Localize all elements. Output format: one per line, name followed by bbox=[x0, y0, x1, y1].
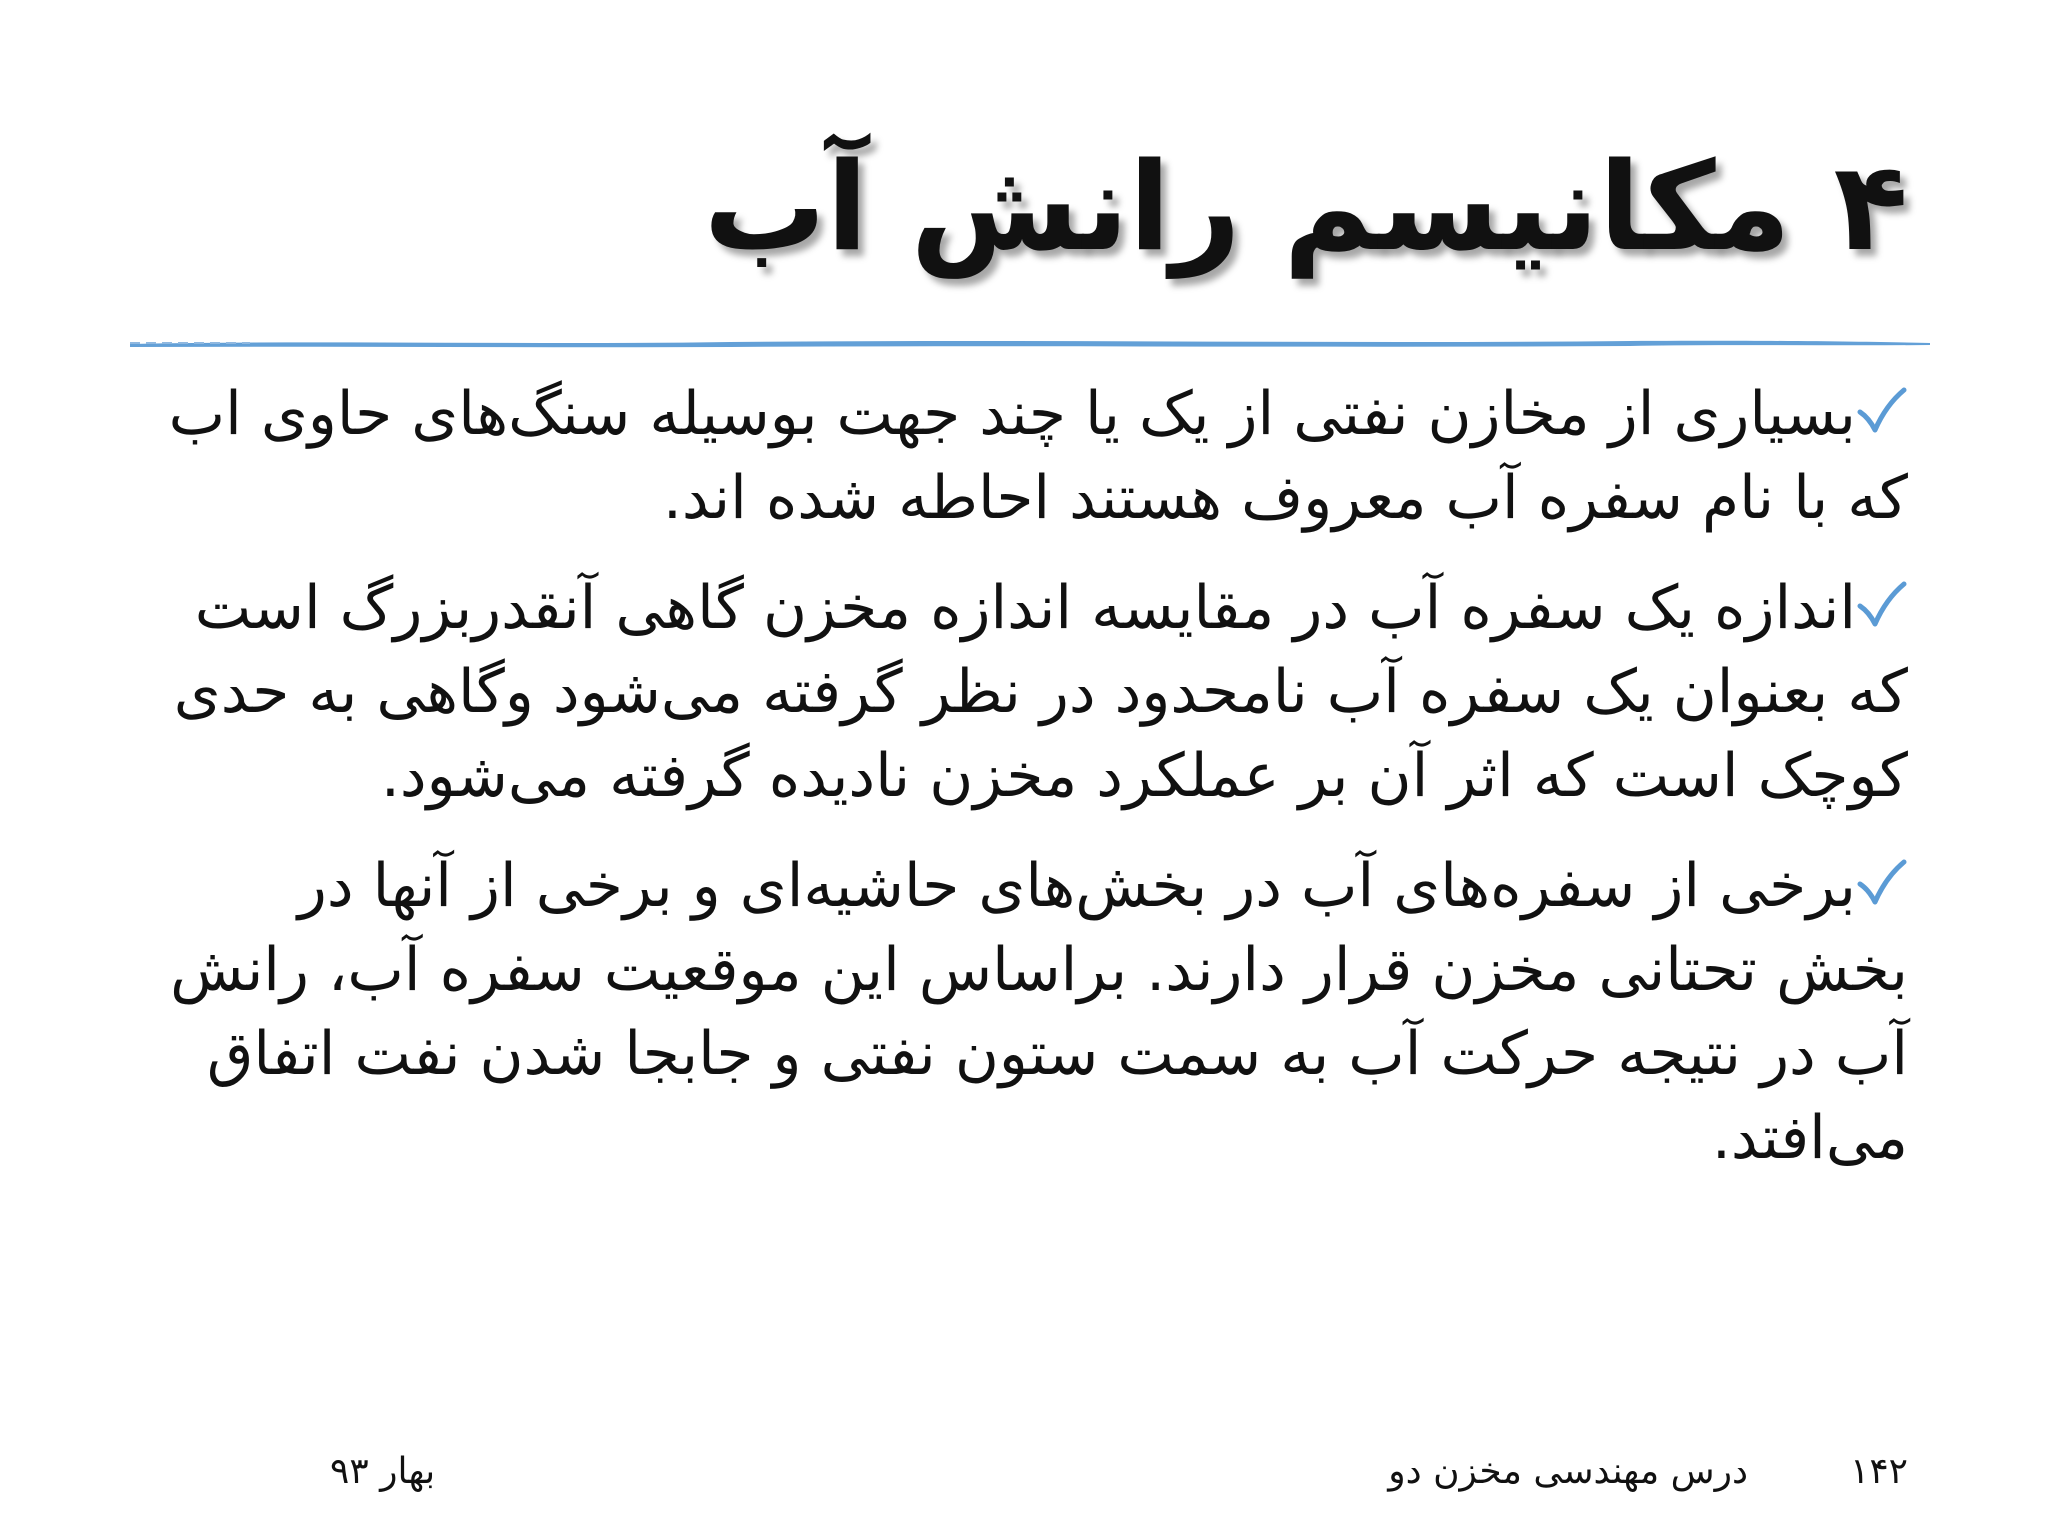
term-label: بهار ۹۳ bbox=[330, 1451, 436, 1492]
page-number: ۱۴۲ bbox=[1849, 1451, 1908, 1492]
checkmark-icon bbox=[1856, 386, 1908, 438]
checkmark-icon bbox=[1856, 858, 1908, 910]
bullet-item-1 bbox=[148, 372, 1908, 540]
bullet-text: برخی از سفره‌های آب در بخش‌های حاشیه‌ای و برخی از آنها در بخش تحتانی مخزن قرار دارند. براساس این موقعیت سفره آب، رانش آب در نتیجه حرکت آب به سمت ستون نفتی و جابجا شدن نفت اتفاق می‌افتد. bbox=[170, 851, 1908, 1173]
slide-title: ۴ مکانیسم رانش آب bbox=[703, 136, 1908, 278]
slide-footer bbox=[0, 1442, 2048, 1502]
bullet-text: اندازه یک سفره آب در مقایسه اندازه مخزن گاهی آنقدربزرگ است که بعنوان یک سفره آب نامحدود در نظر گرفته می‌شود وگاهی به حدی کوچک است که اثر آن بر عملکرد مخزن نادیده گرفته می‌شود. bbox=[173, 573, 1908, 811]
bullet-item-3 bbox=[148, 844, 1908, 1180]
title-divider bbox=[130, 336, 1930, 350]
course-name: درس مهندسی مخزن دو bbox=[1388, 1451, 1748, 1492]
bullet-item-2 bbox=[148, 566, 1908, 818]
checkmark-icon bbox=[1856, 580, 1908, 632]
bullet-list bbox=[148, 372, 1908, 1206]
bullet-text: بسیاری از مخازن نفتی از یک یا چند جهت بوسیله سنگ‌های حاوی اب که با نام سفره آب معروف هستند احاطه شده اند. bbox=[168, 379, 1908, 533]
